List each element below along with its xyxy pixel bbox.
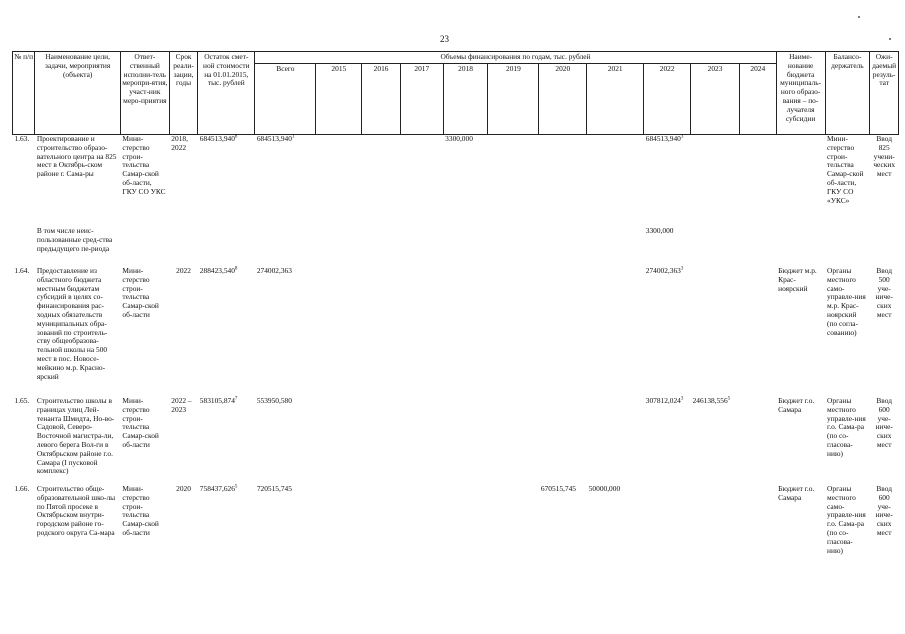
funding-group-header: Объемы финансирования по годам, тыс. рублей bbox=[255, 52, 776, 64]
page-number: 23 bbox=[440, 34, 449, 44]
table-row bbox=[13, 267, 899, 397]
cell-2021 bbox=[587, 135, 644, 228]
cell-2015 bbox=[316, 135, 362, 228]
header-group-row bbox=[13, 52, 899, 64]
year-header: 2017 bbox=[400, 64, 443, 135]
col-result-header: Ожи-даемый резуль-тат bbox=[870, 52, 899, 135]
row-number: 1.65. bbox=[14, 396, 30, 405]
table-row bbox=[13, 485, 899, 563]
col-term-header: Срок реали-зации, годы bbox=[169, 52, 198, 135]
cell-2022: 684513,940$^3$ bbox=[645, 134, 684, 143]
funding-table bbox=[12, 51, 899, 563]
row-number: 1.63. bbox=[14, 134, 30, 143]
table-row bbox=[13, 135, 899, 228]
row-budget: Бюджет г.о. Самара bbox=[778, 484, 815, 502]
row-term: 2022 – 2023 bbox=[171, 396, 192, 414]
year-header: 2016 bbox=[362, 64, 401, 135]
row-total: 274002,363 bbox=[256, 266, 292, 275]
scan-speck bbox=[858, 16, 860, 18]
row-budget: Бюджет м.р. Крас-ноярский bbox=[778, 266, 817, 293]
row-term: 2018, 2022 bbox=[171, 134, 188, 152]
cell-2019 bbox=[488, 135, 539, 228]
cell-2023 bbox=[691, 135, 740, 228]
row-total: 553950,580 bbox=[256, 396, 292, 405]
row-total: 720515,745 bbox=[256, 484, 292, 493]
year-header: 2022 bbox=[644, 64, 691, 135]
row-budget bbox=[776, 135, 825, 228]
row-holder: Органы местного само-управле-ния г.о. Сама-ра (по со-гласова-нию) bbox=[827, 484, 866, 555]
col-budget-header: Наиме-нование бюджета муниципаль-ного образо-вания – по-лучателя субсидии bbox=[776, 52, 825, 135]
row-balance: 684513,940$^8$ bbox=[199, 134, 238, 143]
cell-2024 bbox=[739, 135, 776, 228]
row-result: Ввод 500 уче-ниче-ских мест bbox=[875, 266, 893, 319]
row-responsible: Мини-стерство строи-тельства Самар-ской об-ласти bbox=[122, 396, 159, 449]
cell-2017 bbox=[400, 135, 443, 228]
row-name: Строительство школы в границах улиц Лей-тенанта Шмидта, Но-во-Садовой, Северо-Восточной магистра-ли, левого берега Вол-ги в Октябрьском районе г.о. Самара (I пусковой комплекс) bbox=[36, 396, 115, 476]
row-number: 1.66. bbox=[14, 484, 30, 493]
row-number: 1.64. bbox=[14, 266, 30, 275]
cell-2018: 3300,000 bbox=[445, 134, 473, 143]
row-balance: 758437,626$^5$ bbox=[199, 484, 238, 493]
row-total: 684513,940$^1$ bbox=[256, 134, 295, 143]
row-name: В том числе неис-пользованные сред-ства предыдущего пе-риода bbox=[36, 226, 113, 253]
scan-speck bbox=[889, 38, 891, 40]
year-header: 2019 bbox=[488, 64, 539, 135]
row-holder: Органы местного управле-ния г.о. Сама-ра (по со-гласова-нию) bbox=[827, 396, 866, 458]
row-holder: Мини-стерство строи-тельства Самар-ской об-ласти, ГКУ СО «УКС» bbox=[827, 134, 864, 205]
col-balance-header: Остаток смет-ной стоимости на 01.01.2015, тыс. рублей bbox=[198, 52, 255, 135]
table-row bbox=[13, 227, 899, 267]
row-balance: 288423,540$^8$ bbox=[199, 266, 238, 275]
row-name: Проектирование и строительство образо-вательного центра на 825 мест в Октябрь-ском районе г. Сама-ры bbox=[36, 134, 117, 179]
row-name: Предоставление из областного бюджета местным бюджетам субсидий в целях со-финансирования рас-ходных обязательств муниципальных обра-зований по строитель-ству общеобразова-тельной школы на 500 мест в пос. Новосе-мейкино м.р. Красно-ярский bbox=[36, 266, 108, 381]
year-header: 2021 bbox=[587, 64, 644, 135]
cell-2021: 50000,000 bbox=[588, 484, 621, 493]
row-term: 2020 bbox=[176, 484, 191, 493]
col-holder-header: Балансо-держатель bbox=[825, 52, 870, 135]
row-result: Ввод 825 учени-ческих мест bbox=[873, 134, 896, 179]
col-responsible-header: Ответ-ственный исполни-тель меропри-ятия, участ-ник меро-приятия bbox=[120, 52, 169, 135]
row-name: Строительство обще-образовательной шко-лы по Пятой просеке в Октябрьском внутри-городском районе го-родского округа Са-мара bbox=[36, 484, 116, 537]
cell-2022: 3300,000 bbox=[645, 226, 674, 235]
row-responsible: Мини-стерство строи-тельства Самар-ской об-ласти bbox=[122, 266, 159, 319]
cell-2022: 307812,024$^3$ bbox=[645, 396, 684, 405]
col-no-header: № п/п bbox=[13, 52, 35, 135]
cell-2020 bbox=[539, 135, 587, 228]
table-row bbox=[13, 397, 899, 485]
row-result: Ввод 600 уче-ниче-ских мест bbox=[875, 484, 893, 537]
row-balance: 583105,874$^7$ bbox=[199, 396, 238, 405]
col-total-header: Всего bbox=[255, 64, 316, 135]
row-budget: Бюджет г.о. Самара bbox=[778, 396, 815, 414]
row-holder: Органы местного само-управле-ния м.р. Крас-ноярский (по согла-сованию) bbox=[827, 266, 866, 337]
row-responsible: Мини-стерство строи-тельства Самар-ской об-ласти, ГКУ СО УКС bbox=[122, 134, 166, 196]
cell-2023: 246138,556$^5$ bbox=[692, 396, 731, 405]
cell-2016 bbox=[362, 135, 401, 228]
year-header: 2024 bbox=[739, 64, 776, 135]
cell-2022: 274002,363$^3$ bbox=[645, 266, 684, 275]
row-term: 2022 bbox=[176, 266, 191, 275]
row-result: Ввод 600 уче-ниче-ских мест bbox=[875, 396, 893, 449]
year-header: 2020 bbox=[539, 64, 587, 135]
year-header: 2023 bbox=[691, 64, 740, 135]
year-header: 2018 bbox=[443, 64, 488, 135]
row-responsible: Мини-стерство строи-тельства Самар-ской об-ласти bbox=[122, 484, 159, 537]
year-header: 2015 bbox=[316, 64, 362, 135]
cell-2020: 670515,745 bbox=[540, 484, 576, 493]
col-name-header: Наименование цели, задачи, мероприятия (объекта) bbox=[35, 52, 121, 135]
